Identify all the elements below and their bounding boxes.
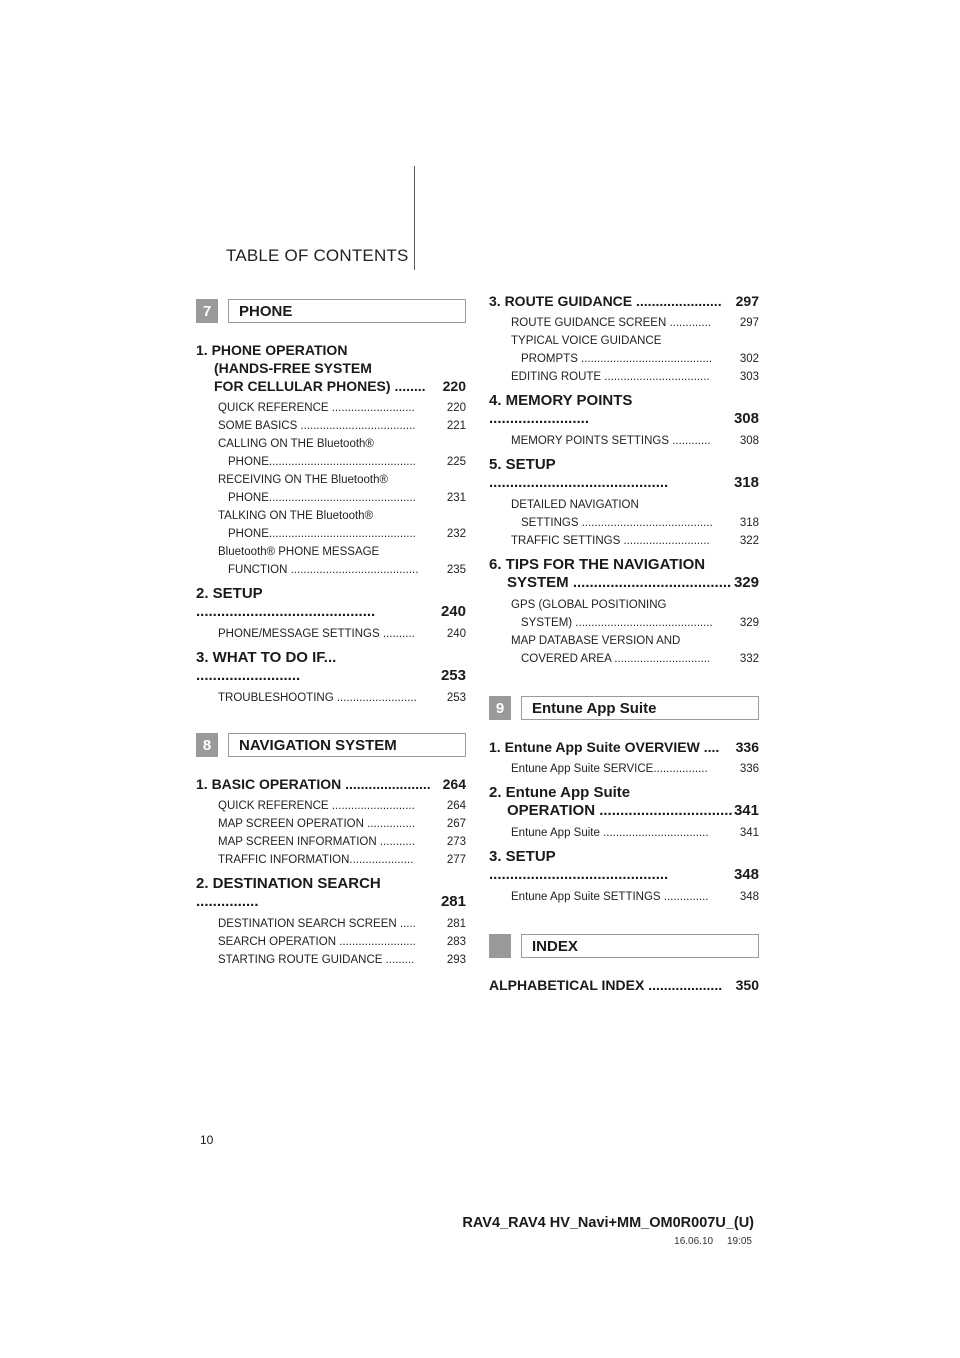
section-title: Entune App Suite (521, 696, 759, 720)
entry-label: TYPICAL VOICE GUIDANCE (511, 335, 662, 347)
toc-entry[interactable] (511, 332, 759, 368)
chapter-page: 318 (733, 474, 759, 491)
entry-list (196, 915, 466, 969)
entry-label: SOME BASICS .................................... (218, 420, 416, 432)
toc-entry[interactable] (218, 951, 466, 969)
chapter-label: 3. SETUP ........................................... (489, 848, 669, 883)
chapter-line: FOR CELLULAR PHONES) ........ (214, 378, 426, 394)
entry-label: ROUTE GUIDANCE SCREEN ............. (511, 317, 711, 329)
section-number: 9 (489, 696, 511, 720)
chapter-page: 240 (440, 603, 466, 620)
section-index-header (489, 934, 759, 958)
chapter-setup[interactable] (196, 585, 466, 621)
chapter-entune-setup[interactable] (489, 848, 759, 884)
page-title: TABLE OF CONTENTS (226, 246, 409, 265)
entry-label: MAP SCREEN OPERATION ............... (218, 818, 416, 830)
entry-label: QUICK REFERENCE .......................... (218, 402, 415, 414)
entry-page: 308 (739, 435, 759, 447)
left-column (196, 299, 466, 969)
toc-entry[interactable] (511, 632, 759, 668)
chapter-destination-search[interactable] (196, 875, 466, 911)
entry-page: 302 (739, 353, 759, 365)
entry-page: 318 (739, 517, 759, 529)
toc-entry[interactable] (511, 596, 759, 632)
entry-page: 225 (446, 456, 466, 468)
toc-entry[interactable] (511, 314, 759, 332)
entry-list (196, 399, 466, 579)
section-7-header (196, 299, 466, 323)
chapter-page: 348 (733, 866, 759, 883)
chapter-label: 5. SETUP ........................................... (489, 456, 669, 491)
toc-entry[interactable] (218, 833, 466, 851)
entry-label-cont: SETTINGS ......................................... (521, 517, 713, 529)
chapter-label: 4. MEMORY POINTS ........................ (489, 392, 633, 427)
chapter-label: 1. BASIC OPERATION ...................... (196, 776, 431, 792)
toc-entry[interactable] (218, 933, 466, 951)
chapter-alphabetical-index[interactable] (489, 976, 759, 994)
entry-page: 232 (446, 528, 466, 540)
chapter-page: 329 (733, 574, 759, 591)
chapter-route-guidance[interactable] (489, 292, 759, 310)
entry-page: 336 (739, 763, 759, 775)
chapter-nav-setup[interactable] (489, 456, 759, 492)
section-number: 8 (196, 733, 218, 757)
entry-list (489, 824, 759, 842)
chapter-entune-operation[interactable] (489, 784, 759, 820)
entry-page: 253 (446, 692, 466, 704)
entry-label: Entune App Suite SERVICE................. (511, 763, 708, 775)
section-title: NAVIGATION SYSTEM (228, 733, 466, 757)
entry-label: Entune App Suite SETTINGS .............. (511, 891, 709, 903)
section-number: 7 (196, 299, 218, 323)
section-title: INDEX (521, 934, 759, 958)
entry-page: 332 (739, 653, 759, 665)
entry-label: MEMORY POINTS SETTINGS ............ (511, 435, 711, 447)
chapter-page: 220 (442, 378, 466, 394)
header-divider (414, 166, 415, 270)
entry-page: 281 (446, 918, 466, 930)
toc-entry[interactable] (218, 543, 466, 579)
entry-label-cont: PHONE.............................................. (228, 492, 416, 504)
chapter-line: 2. Entune App Suite (489, 784, 631, 801)
chapter-label: ALPHABETICAL INDEX ................... (489, 977, 723, 993)
entry-label: RECEIVING ON THE Bluetooth® (218, 474, 388, 486)
entry-label: QUICK REFERENCE .......................... (218, 800, 415, 812)
page-number: 10 (200, 1133, 214, 1147)
entry-page: 297 (739, 317, 759, 329)
entry-page: 264 (446, 800, 466, 812)
section-9-header (489, 696, 759, 720)
entry-list (196, 625, 466, 643)
entry-list (489, 888, 759, 906)
toc-entry[interactable] (511, 432, 759, 450)
entry-list (489, 314, 759, 386)
entry-page: 293 (446, 954, 466, 966)
entry-label-cont: PHONE.............................................. (228, 528, 416, 540)
chapter-label: 2. SETUP ........................................... (196, 585, 376, 620)
toc-entry[interactable] (511, 760, 759, 778)
entry-label-cont: PROMPTS ......................................... (521, 353, 713, 365)
entry-label: GPS (GLOBAL POSITIONING (511, 599, 667, 611)
entry-page: 235 (446, 564, 466, 576)
chapter-page: 308 (733, 410, 759, 427)
chapter-page: 281 (440, 893, 466, 910)
chapter-line: 6. TIPS FOR THE NAVIGATION (489, 556, 706, 573)
chapter-tips-navigation[interactable] (489, 556, 759, 592)
entry-label: EDITING ROUTE ................................. (511, 371, 710, 383)
chapter-memory-points[interactable] (489, 392, 759, 428)
toc-entry[interactable] (218, 417, 466, 435)
section-8-header (196, 733, 466, 757)
toc-entry[interactable] (218, 399, 466, 417)
entry-page: 283 (446, 936, 466, 948)
entry-page: 273 (446, 836, 466, 848)
entry-list (489, 760, 759, 778)
entry-label: MAP DATABASE VERSION AND (511, 635, 681, 647)
entry-label: DETAILED NAVIGATION (511, 499, 639, 511)
entry-label-cont: PHONE.............................................. (228, 456, 416, 468)
chapter-page: 253 (440, 667, 466, 684)
entry-page: 277 (446, 854, 466, 866)
toc-entry[interactable] (218, 507, 466, 543)
entry-label: SEARCH OPERATION ........................ (218, 936, 416, 948)
toc-entry[interactable] (218, 915, 466, 933)
toc-entry[interactable] (218, 689, 466, 707)
toc-entry[interactable] (218, 815, 466, 833)
entry-page: 240 (446, 628, 466, 640)
toc-entry[interactable] (218, 851, 466, 869)
entry-label: TRAFFIC INFORMATION.................... (218, 854, 414, 866)
chapter-page: 350 (735, 977, 759, 993)
section-number (489, 934, 511, 958)
chapter-phone-operation[interactable] (196, 341, 466, 395)
chapter-line: OPERATION ................................ (507, 802, 733, 819)
entry-page: 221 (446, 420, 466, 432)
chapter-what-to-do-if[interactable] (196, 649, 466, 685)
entry-list (489, 432, 759, 450)
entry-label: TROUBLESHOOTING ......................... (218, 692, 417, 704)
entry-label: STARTING ROUTE GUIDANCE ......... (218, 954, 415, 966)
chapter-basic-operation[interactable] (196, 775, 466, 793)
chapter-label: 1. Entune App Suite OVERVIEW .... (489, 739, 720, 755)
right-column (489, 292, 759, 994)
entry-label: Entune App Suite ................................. (511, 827, 709, 839)
toc-entry[interactable] (511, 532, 759, 550)
chapter-label: 2. DESTINATION SEARCH ............... (196, 875, 381, 910)
toc-entry[interactable] (218, 797, 466, 815)
entry-page: 348 (739, 891, 759, 903)
entry-page: 329 (739, 617, 759, 629)
entry-label-cont: COVERED AREA .............................. (521, 653, 711, 665)
toc-entry[interactable] (218, 471, 466, 507)
entry-label: PHONE/MESSAGE SETTINGS .......... (218, 628, 415, 640)
entry-list (489, 496, 759, 550)
chapter-page: 336 (735, 739, 759, 755)
chapter-page: 264 (442, 776, 466, 792)
chapter-page: 341 (733, 802, 759, 819)
toc-entry[interactable] (511, 496, 759, 532)
entry-list (196, 689, 466, 707)
chapter-line: SYSTEM ...................................... (507, 574, 732, 591)
entry-label: TRAFFIC SETTINGS ........................... (511, 535, 710, 547)
toc-entry[interactable] (218, 625, 466, 643)
entry-page: 220 (446, 402, 466, 414)
entry-label: MAP SCREEN INFORMATION ........... (218, 836, 416, 848)
chapter-entune-overview[interactable] (489, 738, 759, 756)
entry-label-cont: FUNCTION ........................................ (228, 564, 419, 576)
chapter-label: 3. WHAT TO DO IF... ......................... (196, 649, 337, 684)
chapter-line: (HANDS-FREE SYSTEM (214, 360, 372, 376)
print-timestamp: 16.06.10 19:05 (674, 1236, 752, 1247)
toc-entry[interactable] (511, 824, 759, 842)
entry-page: 231 (446, 492, 466, 504)
entry-page: 322 (739, 535, 759, 547)
entry-list (196, 797, 466, 869)
entry-page: 303 (739, 371, 759, 383)
toc-entry[interactable] (511, 368, 759, 386)
document-code: RAV4_RAV4 HV_Navi+MM_OM0R007U_(U) (462, 1215, 754, 1231)
entry-list (489, 596, 759, 668)
entry-label-cont: SYSTEM) ........................................... (521, 617, 713, 629)
entry-label: CALLING ON THE Bluetooth® (218, 438, 374, 450)
entry-label: DESTINATION SEARCH SCREEN ..... (218, 918, 416, 930)
entry-page: 341 (739, 827, 759, 839)
entry-label: TALKING ON THE Bluetooth® (218, 510, 374, 522)
section-title: PHONE (228, 299, 466, 323)
entry-page: 267 (446, 818, 466, 830)
toc-entry[interactable] (511, 888, 759, 906)
chapter-label: 3. ROUTE GUIDANCE ...................... (489, 293, 722, 309)
chapter-line: 1. PHONE OPERATION (196, 342, 348, 358)
chapter-page: 297 (735, 293, 759, 309)
toc-entry[interactable] (218, 435, 466, 471)
entry-label: Bluetooth® PHONE MESSAGE (218, 546, 380, 558)
